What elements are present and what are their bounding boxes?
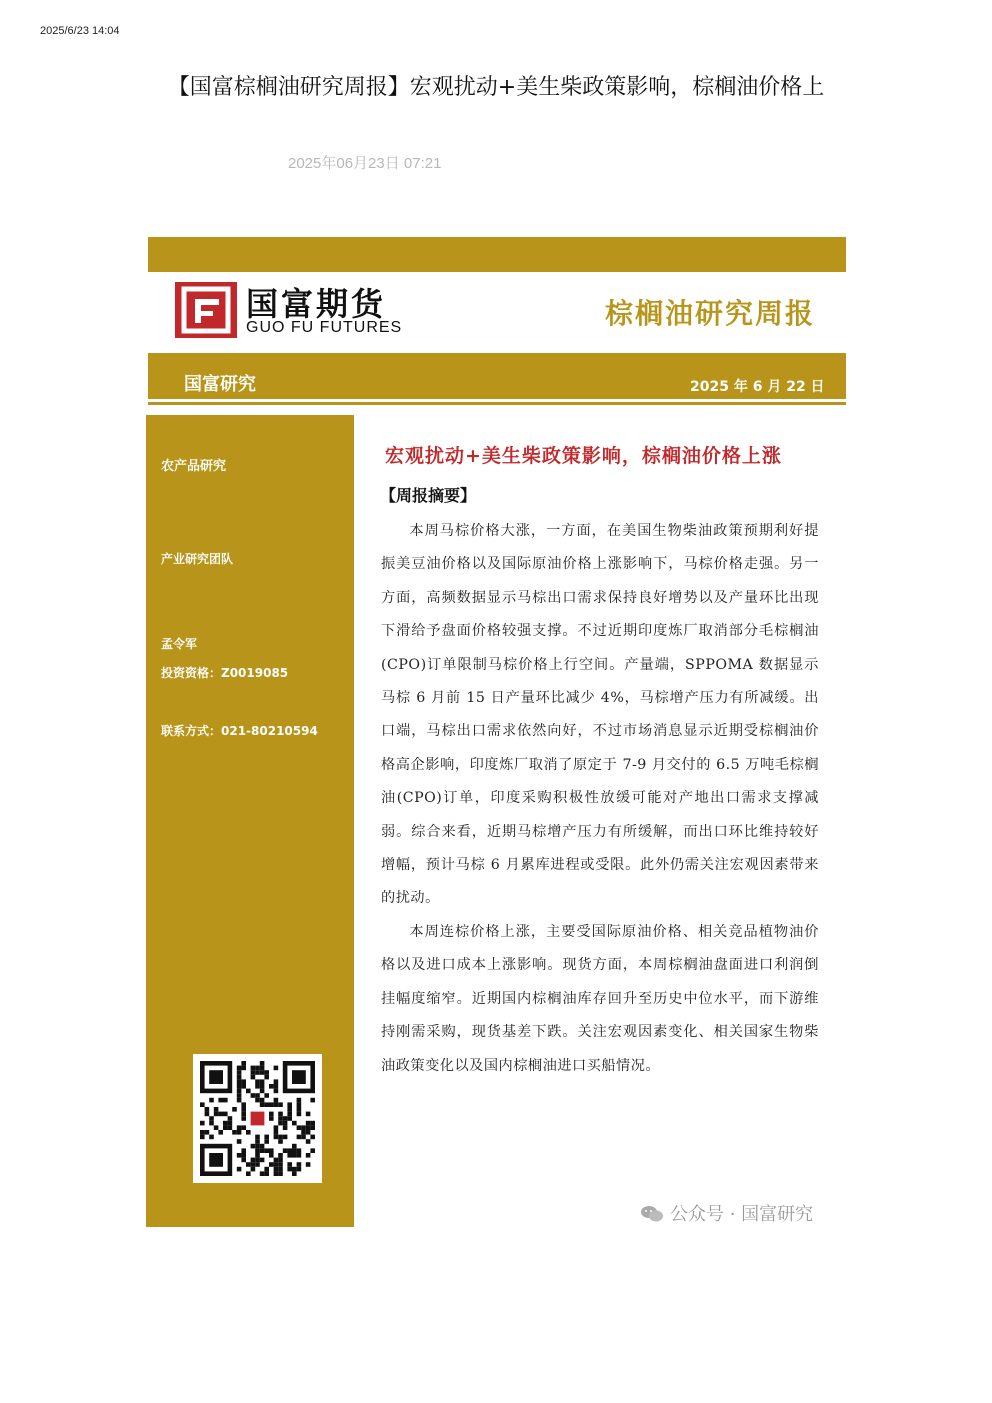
sidebar-contact: 联系方式：021-80210594 [161, 724, 318, 738]
print-timestamp: 2025/6/23 14:04 [40, 25, 120, 37]
report-headline: 宏观扰动+美生柴政策影响，棕榈油价格上涨 [385, 445, 782, 467]
article-title: 【国富棕榈油研究周报】宏观扰动+美生柴政策影响，棕榈油价格上 [167, 75, 825, 100]
report-body [381, 515, 819, 1083]
summary-label: 【周报摘要】 [380, 486, 477, 505]
sidebar-analyst: 孟令军 [161, 637, 198, 651]
research-bar-underline [148, 402, 846, 405]
wechat-watermark [640, 1200, 813, 1226]
logo-icon [175, 282, 237, 338]
research-label: 国富研究 [184, 374, 256, 395]
paragraph: 本周马棕价格大涨，一方面，在美国生物柴油政策预期利好提振美豆油价格以及国际原油价格上涨影响下，马棕价格走强。另一方面，高频数据显示马棕出口需求保持良好增势以及产量环比出现下滑给予盘面价格较强支撑。不过近期印度炼厂取消部分毛棕榈油(CPO)订单限制马棕价格上行空间。产量端，SPPOMA 数据显示马棕 6 月前 15 日产量环比减少 4%，马棕增产压力有所减缓。出口端，马棕出口需求依然向好，不过市场消息显示近期受棕榈油价格高企影响，印度炼厂取消了原定于 7-9 月交付的 6.5 万吨毛棕榈油(CPO)订单，印度采购积极性放缓可能对产地出口需求支撑减弱。综合来看，近期马棕增产压力有所缓解，而出口环比维持较好增幅，预计马棕 6 月累库进程或受限。此外仍需关注宏观因素带来的扰动。 [381, 523, 819, 907]
wechat-icon [640, 1205, 664, 1223]
logo-text-cn: 国富期货 [246, 285, 387, 323]
logo-text-en: GUO FU FUTURES [246, 319, 403, 336]
sidebar-team: 产业研究团队 [161, 552, 234, 566]
paragraph: 本周连棕价格上涨，主要受国际原油价格、相关竞品植物油价格以及进口成本上涨影响。现货方面，本周棕榈油盘面进口利润倒挂幅度缩窄。近期国内棕榈油库存回升至历史中位水平，而下游维持刚需采购，现货基差下跌。关注宏观因素变化、相关国家生物柴油政策变化以及国内棕榈油进口买船情况。 [381, 923, 819, 1074]
sidebar-dept: 农产品研究 [161, 459, 227, 474]
report-type: 棕榈油研究周报 [605, 297, 816, 330]
sidebar-cert: 投资资格：Z0019085 [161, 666, 289, 680]
watermark-text: 公众号 · 国富研究 [670, 1204, 814, 1225]
header-bar [148, 237, 846, 272]
article-date: 2025年06月23日 07:21 [288, 155, 442, 172]
report-date: 2025 年 6 月 22 日 [690, 379, 825, 395]
qr-code [193, 1054, 322, 1183]
